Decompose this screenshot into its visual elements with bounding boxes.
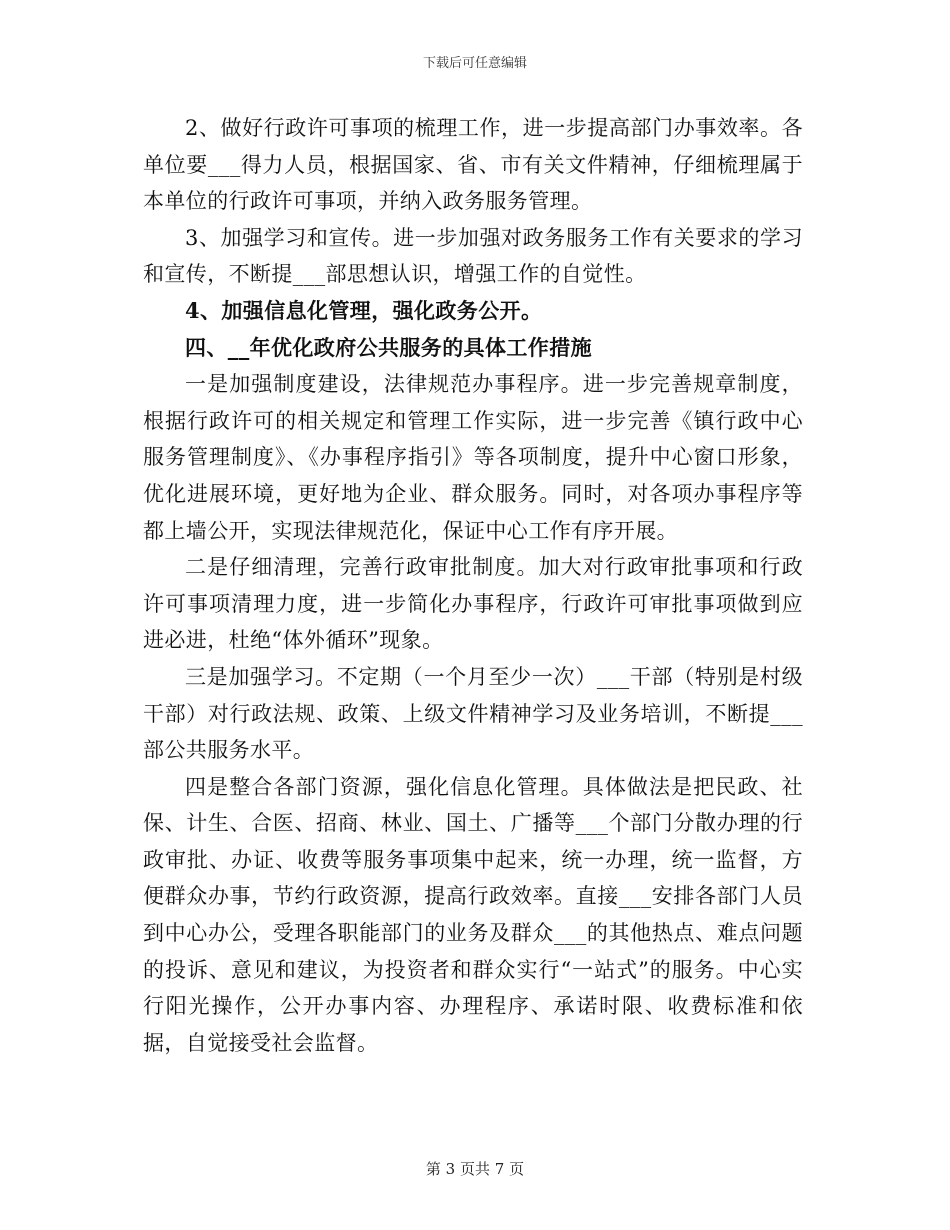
section-heading-4: 四、__年优化政府公共服务的具体工作措施	[185, 334, 592, 360]
paragraph-measure-1: 一是加强制度建设，法律规范办事程序。进一步完善规章制度，根据行政许可的相关规定和管理工作实际，进一步完善《镇行政中心服务管理制度》、《办事程序指引》等各项制度，提升中心窗口形象，优化进展环境，更好地为企业、群众服务。同时，对各项办事程序等都上墙公开，实现法律规范化，保证中心工作有序开展。	[143, 372, 803, 543]
page-header: 下载后可任意编辑	[422, 56, 527, 71]
paragraph-measure-4: 四是整合各部门资源，强化信息化管理。具体做法是把民政、社保、计生、合医、招商、林业、国土、广播等___个部门分散办理的行政审批、办证、收费等服务事项集中起来，统一办理，统一监督，方便群众办事，节约行政资源，提高行政效率。直接___安排各部门人员到中心办公，受理各职能部门的业务及群众___的其他热点、难点问题的投诉、意见和建议，为投资者和群众实行“一站式”的服务。中心实行阳光操作，公开办事内容、办理程序、承诺时限、收费标准和依据，自觉接受社会监督。	[143, 774, 803, 1055]
paragraph-measure-3: 三是加强学习。不定期（一个月至少一次）___干部（特别是村级干部）对行政法规、政策、上级文件精神学习及业务培训，不断提___部公共服务水平。	[143, 664, 803, 763]
page-footer: 第 3 页共 7 页	[425, 1160, 525, 1178]
paragraph-3: 3、加强学习和宣传。进一步加强对政务服务工作有关要求的学习和宣传，不断提___部思想认识，增强工作的自觉性。	[143, 225, 803, 287]
heading-item-4: 4、加强信息化管理，强化政务公开。	[185, 297, 543, 323]
paragraph-measure-2: 二是仔细清理，完善行政审批制度。加大对行政审批事项和行政许可事项清理力度，进一步简化办事程序，行政许可审批事项做到应进必进，杜绝“体外循环”现象。	[143, 555, 803, 653]
document-body	[143, 110, 803, 1061]
paragraph-2: 2、做好行政许可事项的梳理工作，进一步提高部门办事效率。各单位要___得力人员，根据国家、省、市有关文件精神，仔细梳理属于本单位的行政许可事项，并纳入政务服务管理。	[143, 116, 803, 214]
